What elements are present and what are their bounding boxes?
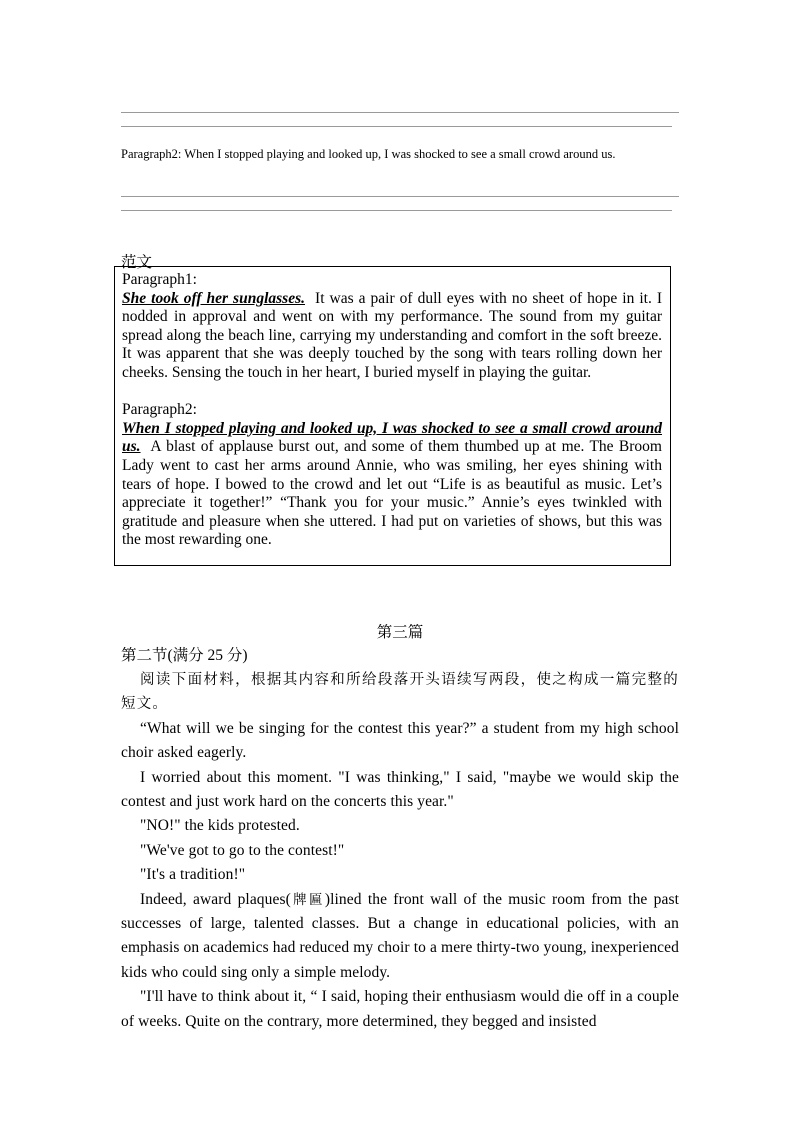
model-essay-box [114, 266, 671, 566]
story-paragraph [121, 888, 679, 986]
story-paragraph: "It's a tradition!" [140, 866, 246, 884]
writing-line [121, 196, 679, 197]
story-text: )lined the front wall of the music room from the past successes of large, talented classes. But a change in educational policies, with an emphasis on academics had reduced my choir to a mere thirty-two young, inexperienced kids who could sing only a simple melody. [121, 890, 679, 981]
story-text-chinese: 牌匾 [290, 891, 325, 908]
instruction-text: 阅读下面材料，根据其内容和所给段落开头语续写两段，使之构成一篇完整的短文。 [121, 672, 679, 713]
writing-line [121, 126, 672, 127]
story-paragraph: "We've got to go to the contest!" [140, 841, 345, 859]
paragraph1-label: Paragraph1: [122, 271, 197, 288]
story-paragraph: “What will we be singing for the contest this year?” a student from my high school choir asked eagerly. [121, 719, 679, 762]
model-essay-title: 范文 [121, 254, 153, 271]
writing-line [121, 112, 679, 113]
paragraph2-prompt: Paragraph2: When I stopped playing and looked up, I was shocked to see a small crowd around us. [121, 147, 616, 161]
story-paragraph: "I'll have to think about it, “ I said, hoping their enthusiasm would die off in a couple of weeks. Quite on the contrary, more determined, they begged and insisted [121, 988, 679, 1030]
section-subtitle: 第二节(满分 25 分) [121, 647, 248, 664]
writing-line [121, 210, 672, 211]
story-text: Indeed, award plaques( [140, 890, 291, 908]
paragraph1-body: It was a pair of dull eyes with no sheet of hope in it. I nodded in approval and went on with my performance. The sound from my guitar spread along the beach line, carrying my understanding and comfort in the soft breeze. It was apparent that she was deeply touched by the song with tears rolling down her cheeks. Sensing the touch in her heart, I buried myself in playing the guitar. [122, 289, 662, 381]
story-paragraph: "NO!" the kids protested. [140, 817, 300, 835]
section-three [121, 622, 679, 1034]
paragraph2-text [122, 420, 662, 550]
story-paragraph: I worried about this moment. "I was thinking," I said, "maybe we would skip the contest and just work hard on the concerts this year." [121, 768, 679, 811]
spacer [122, 383, 662, 402]
section-title: 第三篇 [376, 624, 424, 641]
paragraph1-lead: She took off her sunglasses. [122, 289, 305, 307]
paragraph2-label: Paragraph2: [122, 401, 197, 419]
paragraph2-lead: When I stopped playing and looked up, I was shocked to see a small crowd around us. [122, 419, 662, 456]
paragraph2-body: A blast of applause burst out, and some of them thumbed up at me. The Broom Lady went to cast her arms around Annie, who was smiling, her eyes shining with tears of hope. I bowed to the crowd and let out “Life is as beautiful as music. Let’s appreciate it together!” “Thank you for your music.” Annie’s eyes twinkled with gratitude and pleasure when she uttered. I had put on varieties of shows, but this was the most rewarding one. [122, 438, 662, 549]
paragraph1-text [122, 290, 662, 383]
